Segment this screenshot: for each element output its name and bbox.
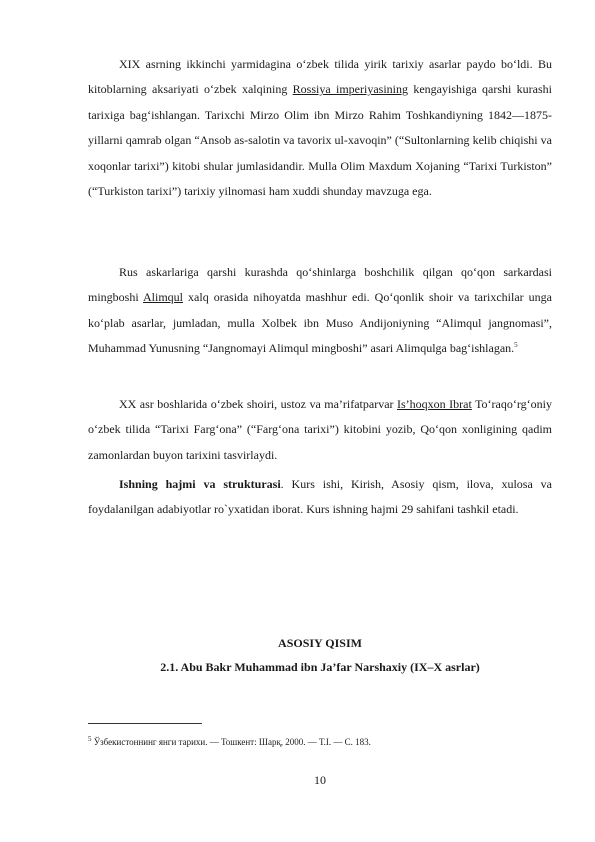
paragraph-4-bold-lead: Ishning hajmi va strukturasi (119, 477, 281, 491)
paragraph-3-text-a: XX asr boshlarida o‘zbek shoiri, ustoz va ma’rifatparvar (119, 397, 398, 411)
footnote-text: Ўзбекистоннинг янги тарихи. — Тошкент: Шарқ, 2000. — Т.I. — С. 183. (91, 737, 371, 747)
paragraph-1-text-b: kengayishiga qarshi kurashi tarixiga bag‘ishlangan. Tarixchi Mirzo Olim ibn Mirzo Rahim Toshkandiyning 1842—1875-yillarni qamrab olgan “Ansob as-salotin va tavorix ul-xavoqin” (“Sultonlarning kelib chiqishi va xoqonlar tarixi”) kitobi shular jumlasidandir. Mulla Olim Maxdum Xojaning “Tarixi Turkiston” (“Turkiston tarixi”) tarixiy yilnomasi ham xuddi shunday mavzuga ega. (88, 82, 552, 199)
link-rossiya-imperiyasi[interactable]: Rossiya imperiyasining (292, 82, 408, 97)
footnote-separator (88, 723, 202, 724)
paragraph-3-text-b: To‘raqo‘rg‘oniy o‘zbek tilida “Tarixi Farg‘ona” (“Farg‘ona tarixi”) kitobini yozib, Qo‘qon xonligining qadim zamonlardan buyon tarixini tasvirlaydi. (88, 397, 552, 462)
link-ishoqxon-ibrat[interactable]: Is’hoqxon Ibrat (397, 397, 472, 411)
footnote-number: 5 (88, 735, 92, 743)
footnote-ref-5[interactable]: 5 (514, 341, 518, 350)
subsection-title: 2.1. Abu Bakr Muhammad ibn Ja’far Narshaxiy (IX–X asrlar) (160, 660, 480, 674)
paragraph-4 (88, 472, 552, 523)
section-title: ASOSIY QISIM (278, 636, 362, 650)
page-number: 10 (314, 773, 326, 787)
footnote (88, 737, 371, 747)
link-alimqul[interactable]: Alimqul (143, 290, 184, 305)
paragraph-2-text-a: Rus askarlariga qarshi kurashda qo‘shinlarga boshchilik qilgan qo‘qon sarkardasi mingboshi (88, 265, 552, 305)
paragraph-1-text-a: XIX asrning ikkinchi yarmidagina o‘zbek tilida yirik tarixiy asarlar paydo bo‘ldi. Bu kitoblarning aksariyati o‘zbek xalqining (88, 57, 552, 97)
paragraph-3 (88, 392, 552, 468)
paragraph-2 (88, 260, 552, 362)
paragraph-4-text: . Kurs ishi, Kirish, Asosiy qism, ilova, xulosa va foydalanilgan adabiyotlar ro`yxatidan iborat. Kurs ishning hajmi 29 sahifani tashkil etadi. (88, 477, 552, 517)
paragraph-2-text-b: xalq orasida nihoyatda mashhur edi. Qo‘qonlik shoir va tarixchilar unga ko‘plab asarlar, jumladan, mulla Xolbek ibn Muso Andijoniyning “Alimqul jangnomasi”, Muhammad Yunusning “Jangnomayi Alimqul mingboshi” asari Alimqulga bag‘ishlagan. (88, 290, 552, 356)
paragraph-1 (88, 52, 552, 204)
